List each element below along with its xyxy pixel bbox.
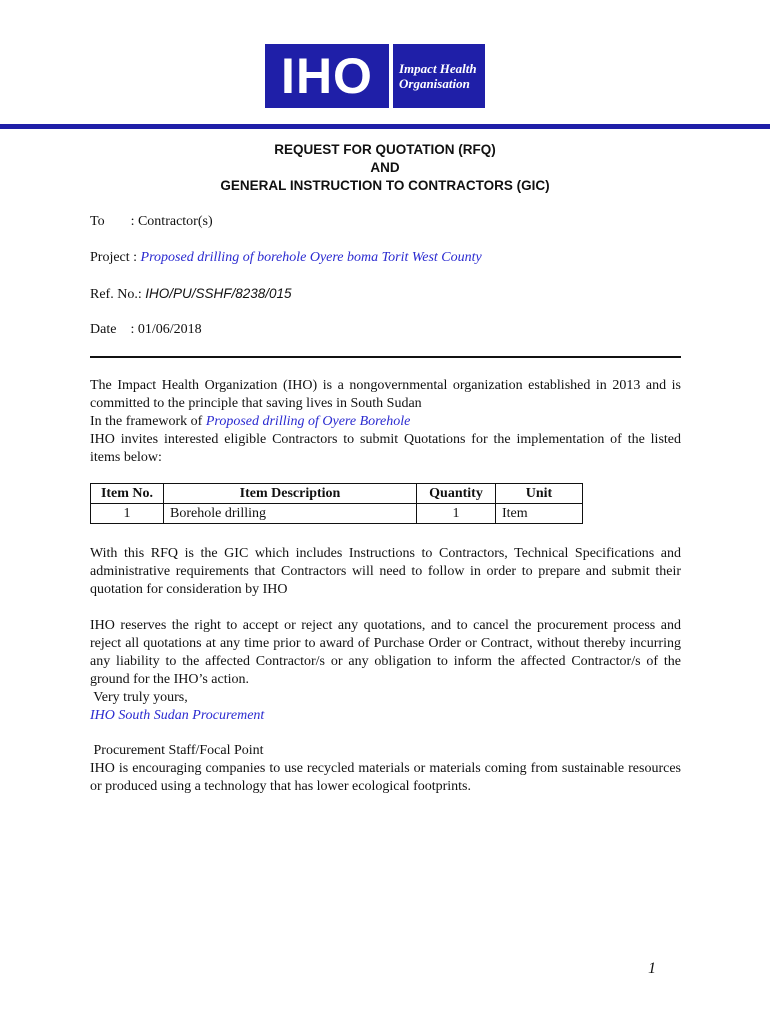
logo-name-line1: Impact Health <box>399 61 477 76</box>
ref-field <box>90 285 292 304</box>
date-label: Date <box>90 322 117 337</box>
cell-item-no: 1 <box>91 504 164 524</box>
document-title <box>0 141 770 195</box>
logo-name-line2: Organisation <box>399 76 470 91</box>
staff-text: Procurement Staff/Focal Point <box>90 743 264 758</box>
project-label: Project : <box>90 250 138 265</box>
cell-quantity: 1 <box>417 504 496 524</box>
project-value: Proposed drilling of borehole Oyere boma Torit West County <box>140 250 482 265</box>
header-divider <box>90 356 681 358</box>
title-line3: GENERAL INSTRUCTION TO CONTRACTORS (GIC) <box>220 178 550 193</box>
intro-line3: IHO invites interested eligible Contractors to submit Quotations for the implementation of the listed items below: <box>90 432 681 465</box>
logo-mark-text: IHO <box>281 48 373 104</box>
framework-prefix: In the framework of <box>90 414 203 429</box>
table-row <box>91 504 583 524</box>
title-line2: AND <box>370 160 400 175</box>
date-value: : 01/06/2018 <box>130 322 202 337</box>
header-unit: Unit <box>496 484 583 504</box>
date-field <box>90 321 202 339</box>
title-line1: REQUEST FOR QUOTATION (RFQ) <box>274 142 496 157</box>
to-value: : Contractor(s) <box>130 214 213 229</box>
ref-value: IHO/PU/SSHF/8238/015 <box>145 286 292 301</box>
logo-mark <box>265 44 389 108</box>
cell-item-description: Borehole drilling <box>164 504 417 524</box>
reserve-paragraph: IHO reserves the right to accept or reject any quotations, and to cancel the procurement process and reject all quotations at any time prior to award of Purchase Order or Contract, without thereby incurring any liability to the affected Contractor/s or any obligation to inform the affected Contractor/s of the ground for the IHO’s action. <box>90 618 681 687</box>
closing-text: Very truly yours, <box>90 690 188 705</box>
reserve-section <box>90 617 681 725</box>
iho-logo <box>265 44 485 108</box>
cell-unit: Item <box>496 504 583 524</box>
items-table <box>90 483 583 524</box>
staff-section <box>90 742 681 796</box>
gic-paragraph: With this RFQ is the GIC which includes Instructions to Contractors, Technical Specifications and administrative requirements that Contractors will need to follow in order to prepare and submit their quotation for consideration by IHO <box>90 546 681 597</box>
ref-label: Ref. No.: <box>90 287 142 302</box>
signature-text: IHO South Sudan Procurement <box>90 708 265 723</box>
eco-paragraph: IHO is encouraging companies to use recycled materials or materials coming from sustainable resources or produced using a technology that has lower ecological footprints. <box>90 761 681 794</box>
to-label: To <box>90 214 105 229</box>
to-field <box>90 213 213 231</box>
header-rule <box>0 124 770 129</box>
header-item-description: Item Description <box>164 484 417 504</box>
framework-link: Proposed drilling of Oyere Borehole <box>205 414 411 429</box>
header-quantity: Quantity <box>417 484 496 504</box>
intro-line1: The Impact Health Organization (IHO) is a nongovernmental organization established in 2013 and is committed to the principle that saving lives in South Sudan <box>90 378 681 411</box>
header-item-no: Item No. <box>91 484 164 504</box>
intro-paragraph <box>90 377 681 467</box>
logo-wordmark <box>393 44 485 108</box>
project-field <box>90 249 482 267</box>
table-header-row <box>91 484 583 504</box>
framework-line <box>90 413 681 431</box>
page-number: 1 <box>648 960 656 977</box>
